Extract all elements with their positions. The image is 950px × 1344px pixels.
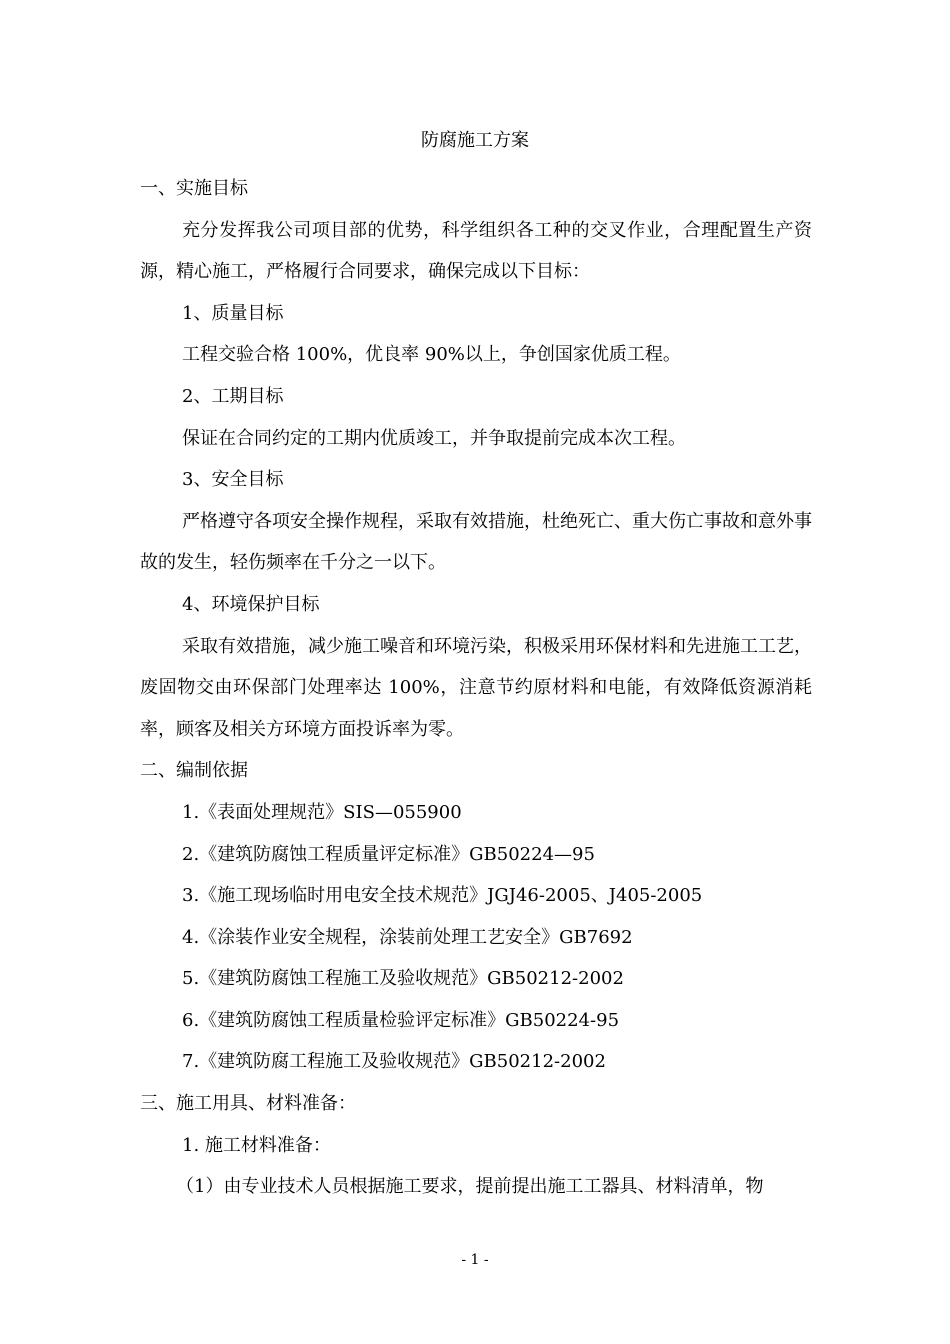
- reference-item: 6.《建筑防腐蚀工程质量检验评定标准》GB50224-95: [182, 1009, 620, 1031]
- section-heading-3: 三、施工用具、材料准备：: [140, 1093, 356, 1115]
- page-number: - 1 -: [461, 1252, 489, 1268]
- document-body: [140, 168, 812, 1208]
- goal-schedule-heading: 2、工期目标: [182, 385, 284, 407]
- list-item: （1）由专业技术人员根据施工要求，提前提出施工工器具、材料清单，物: [176, 1176, 764, 1198]
- goal-safety-heading: 3、安全目标: [182, 469, 284, 491]
- reference-item: 3.《施工现场临时用电安全技术规范》JGJ46-2005、J405-2005: [182, 885, 703, 907]
- goal-quality-text: 工程交验合格 100%，优良率 90%以上，争创国家优质工程。: [182, 344, 681, 366]
- goal-environment-heading: 4、环境保护目标: [182, 593, 320, 615]
- section-heading-2: 二、编制依据: [140, 760, 248, 782]
- goal-schedule-text: 保证在合同约定的工期内优质竣工，并争取提前完成本次工程。: [182, 427, 686, 449]
- goal-quality-heading: 1、质量目标: [182, 302, 284, 324]
- section-heading-1: 一、实施目标: [140, 178, 248, 199]
- reference-item: 5.《建筑防腐蚀工程施工及验收规范》GB50212-2002: [182, 968, 624, 990]
- reference-item: 7.《建筑防腐工程施工及验收规范》GB50212-2002: [182, 1051, 606, 1073]
- section-1-intro: 充分发挥我公司项目部的优势，科学组织各工种的交叉作业，合理配置生产资源，精心施工，严格履行合同要求，确保完成以下目标：: [140, 219, 812, 283]
- reference-item: 1.《表面处理规范》SIS—055900: [182, 801, 462, 823]
- document-title: 防腐施工方案: [421, 130, 529, 151]
- subsection-heading: 1. 施工材料准备：: [182, 1134, 331, 1156]
- goal-environment-text: 采取有效措施，减少施工噪音和环境污染，积极采用环保材料和先进施工工艺，废固物交由环保部门处理率达 100%，注意节约原材料和电能，有效降低资源消耗率，顾客及相关方环境方面投诉率为零。: [140, 635, 812, 740]
- reference-item: 2.《建筑防腐蚀工程质量评定标准》GB50224—95: [182, 843, 595, 865]
- reference-item: 4.《涂装作业安全规程，涂装前处理工艺安全》GB7692: [182, 926, 633, 948]
- goal-safety-text: 严格遵守各项安全操作规程，采取有效措施，杜绝死亡、重大伤亡事故和意外事故的发生，轻伤频率在千分之一以下。: [140, 510, 812, 574]
